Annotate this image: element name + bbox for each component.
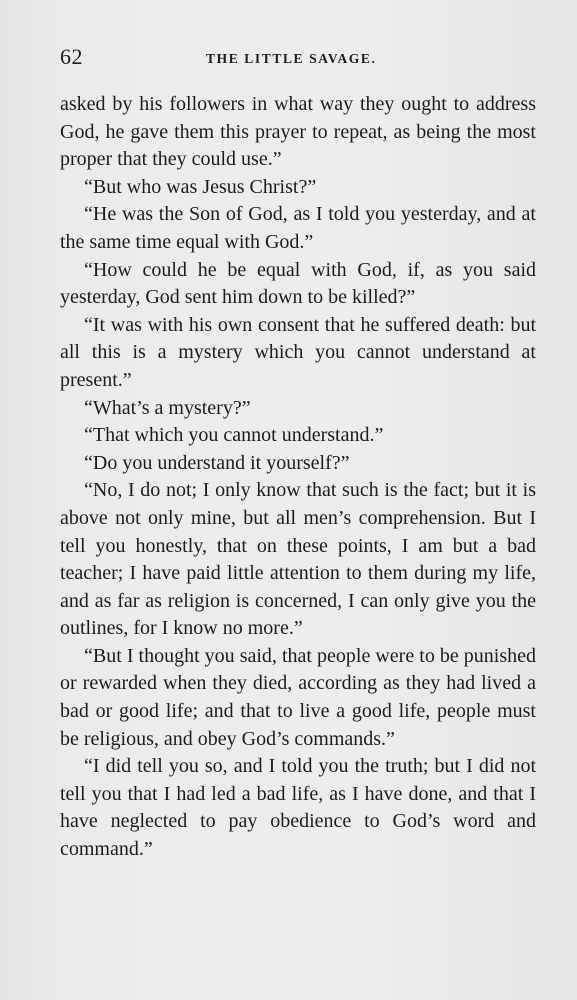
paragraph: “He was the Son of God, as I told you yesterday, and at the same time equal with God.” [60, 203, 536, 253]
page-number: 62 [60, 44, 83, 69]
paragraph: “What’s a mystery?” [84, 396, 251, 419]
running-title: THE LITTLE SAVAGE. [206, 51, 377, 66]
body-text [60, 91, 536, 864]
paragraph: “But I thought you said, that people were to be punished or rewarded when they died, according as they had lived a bad or good life; and that to live a good life, people must be religious, and obey God’s commands.” [60, 644, 536, 750]
page-header [60, 44, 536, 74]
paragraph: “But who was Jesus Christ?” [84, 175, 317, 198]
paragraph: “How could he be equal with God, if, as you said yesterday, God sent him down to be killed?” [60, 258, 536, 309]
paragraph: “Do you understand it yourself?” [84, 451, 350, 474]
paragraph-continued: asked by his followers in what way they ought to address God, he gave them this prayer to repeat, as being the most proper that they could use.” [60, 93, 536, 171]
paragraph: “I did tell you so, and I told you the truth; but I did not tell you that I had led a bad life, as I have done, and that I have neglected to pay obedience to God’s word and command.” [60, 755, 536, 861]
paragraph: “It was with his own consent that he suffered death: but all this is a mystery which you cannot understand at present.” [60, 313, 536, 391]
paragraph: “That which you cannot understand.” [84, 424, 384, 447]
paragraph: “No, I do not; I only know that such is the fact; but it is above not only mine, but all men’s comprehension. But I tell you honestly, that on these points, I am but a bad teacher; I have paid little attention to them during my life, and as far as religion is concerned, I can only give you the outlines, for I know no more.” [60, 479, 536, 640]
